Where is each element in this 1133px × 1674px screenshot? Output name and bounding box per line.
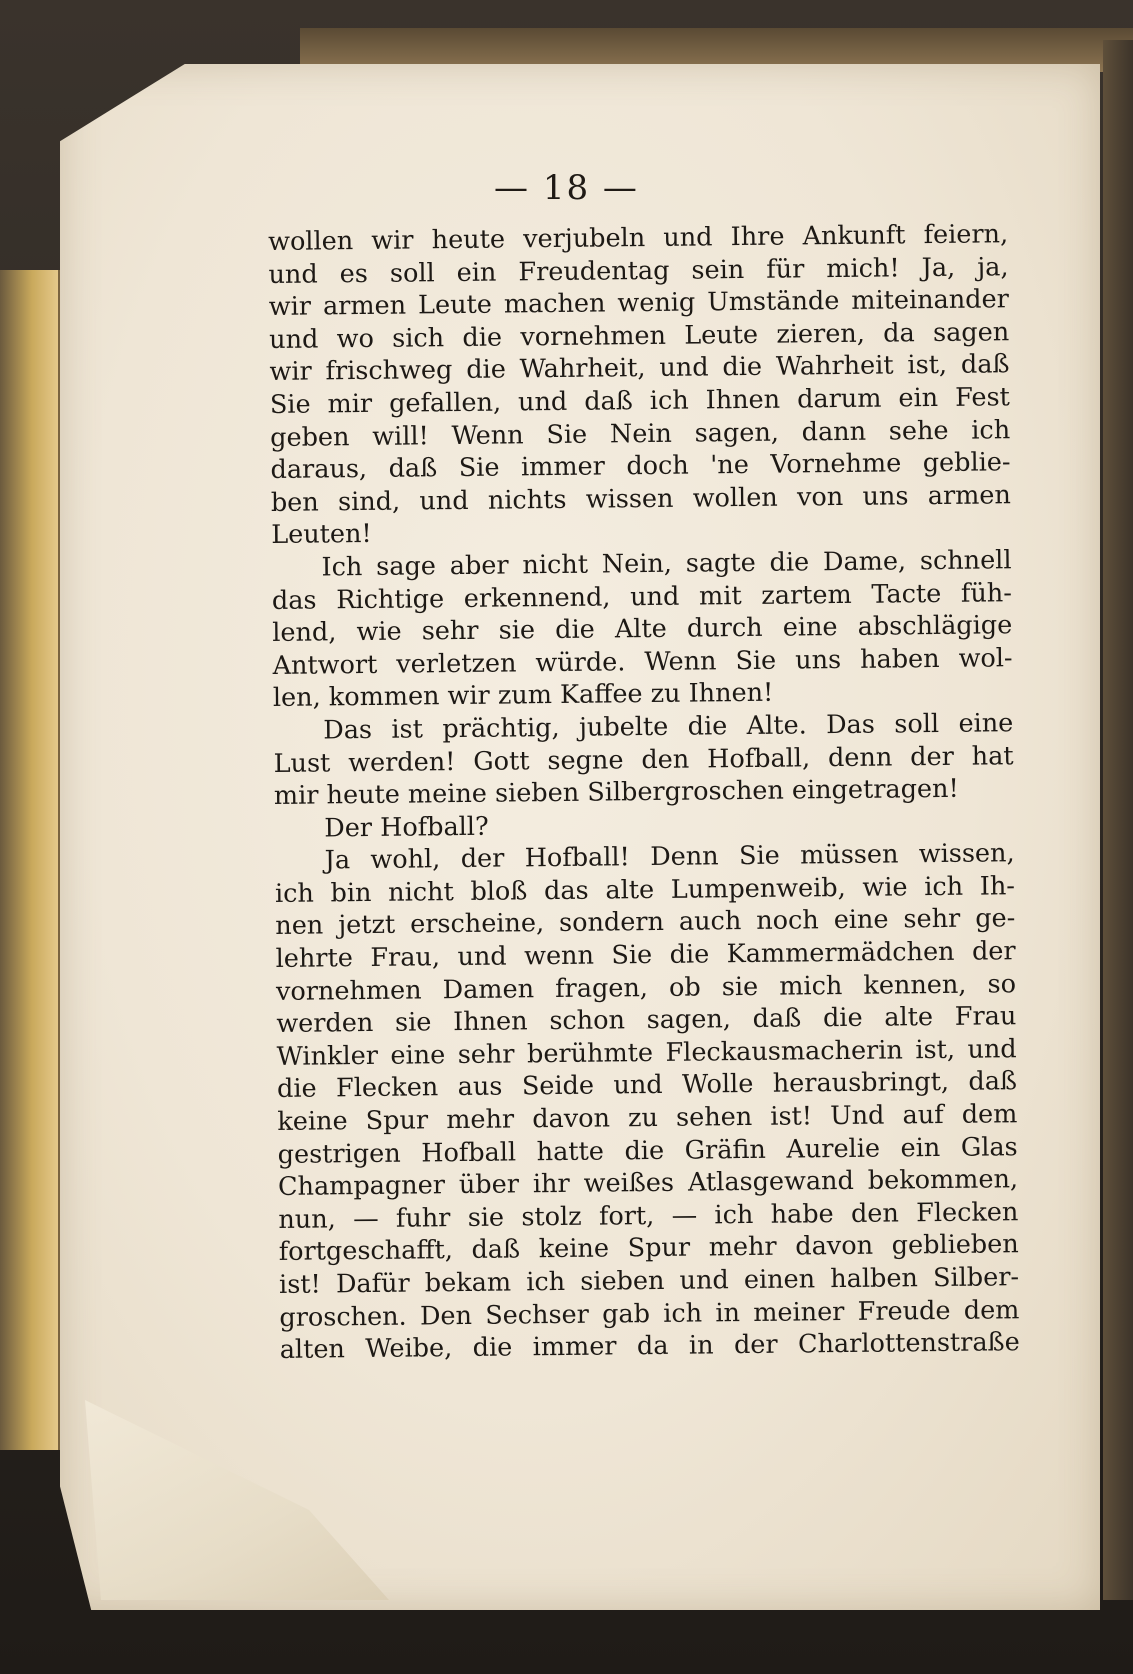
text-line: Der Hofball? — [324, 811, 489, 844]
text-line: alten Weibe, die immer da in der Charlottenstraße — [279, 1327, 1020, 1366]
text-line: und wo sich die vornehmen Leute zieren, da sagen — [269, 317, 1010, 355]
text-line: Leuten! — [271, 519, 372, 551]
text-line: wir frischweg die Wahrheit, und die Wahrheit ist, daß — [269, 349, 1010, 388]
text-line: mir heute meine sieben Silbergroschen eingetragen! — [273, 773, 959, 812]
text-line: geben will! Wenn Sie Nein sagen, dann sehe ich — [270, 414, 1011, 453]
text-line: ich bin nicht bloß das alte Lumpenweib, wie ich Ih- — [274, 871, 1016, 909]
text-line: nun, — fuhr sie stolz fort, — ich habe den Flecken — [278, 1197, 1019, 1235]
text-line: Lust werden! Gott segne den Hofball, denn der hat — [273, 740, 1014, 779]
page-number: — 18 — — [494, 168, 639, 208]
text-line: daraus, daß Sie immer doch 'ne Vornehme geblie- — [270, 447, 1011, 486]
text-line: len, kommen wir zum Kaffee zu Ihnen! — [272, 678, 774, 714]
text-line: Champagner über ihr weißes Atlasgewand bekommen, — [277, 1164, 1019, 1203]
text-line: Ich sage aber nicht Nein, sagte die Dame, schnell — [321, 545, 1012, 583]
text-line: die Flecken aus Seide und Wolle herausbringt, daß — [276, 1066, 1018, 1105]
text-line: nen jetzt erscheine, sondern auch noch eine sehr ge- — [275, 903, 1016, 942]
text-line: Das ist prächtig, jubelte die Alte. Das soll eine — [323, 708, 1014, 746]
text-line: wir armen Leute machen wenig Umstände miteinander — [268, 284, 1009, 323]
text-line: ist! Dafür bekam ich sieben und einen halben Silber- — [278, 1262, 1020, 1300]
text-line: lend, wie sehr sie die Alte durch eine abschlägige — [272, 610, 1013, 649]
text-line: Sie mir gefallen, und daß ich Ihnen darum ein Fest — [269, 382, 1010, 420]
text-line: das Richtige erkennend, und mit zartem Tacte füh- — [271, 577, 1013, 616]
text-line: Ja wohl, der Hofball! Denn Sie müssen wissen, — [324, 838, 1015, 876]
text-line: gestrigen Hofball hatte die Gräfin Aurelie ein Glas — [277, 1131, 1018, 1170]
book-edge-right — [1103, 40, 1133, 1600]
text-line: lehrte Frau, und wenn Sie die Kammermädchen der — [275, 936, 1016, 975]
book-edge-left — [0, 270, 61, 1450]
body-text — [268, 218, 1020, 1366]
text-line: ben sind, und nichts wissen wollen von uns armen — [270, 479, 1012, 518]
text-line: groschen. Den Sechser gab ich in meiner Freude dem — [279, 1294, 1020, 1333]
text-line: keine Spur mehr davon zu sehen ist! Und auf dem — [277, 1099, 1018, 1137]
text-line: werden sie Ihnen schon sagen, daß die alte Frau — [276, 1001, 1017, 1040]
text-line: fortgeschafft, daß keine Spur mehr davon geblieben — [278, 1229, 1019, 1268]
text-line: Antwort verletzen würde. Wenn Sie uns haben wol- — [272, 642, 1013, 681]
text-line: und es soll ein Freudentag sein für mich! Ja, ja, — [268, 251, 1009, 290]
text-line: wollen wir heute verjubeln und Ihre Ankunft feiern, — [268, 219, 1009, 257]
text-line: Winkler eine sehr berühmte Fleckausmacherin ist, und — [276, 1034, 1017, 1072]
text-line: vornehmen Damen fragen, ob sie mich kennen, so — [275, 968, 1017, 1007]
